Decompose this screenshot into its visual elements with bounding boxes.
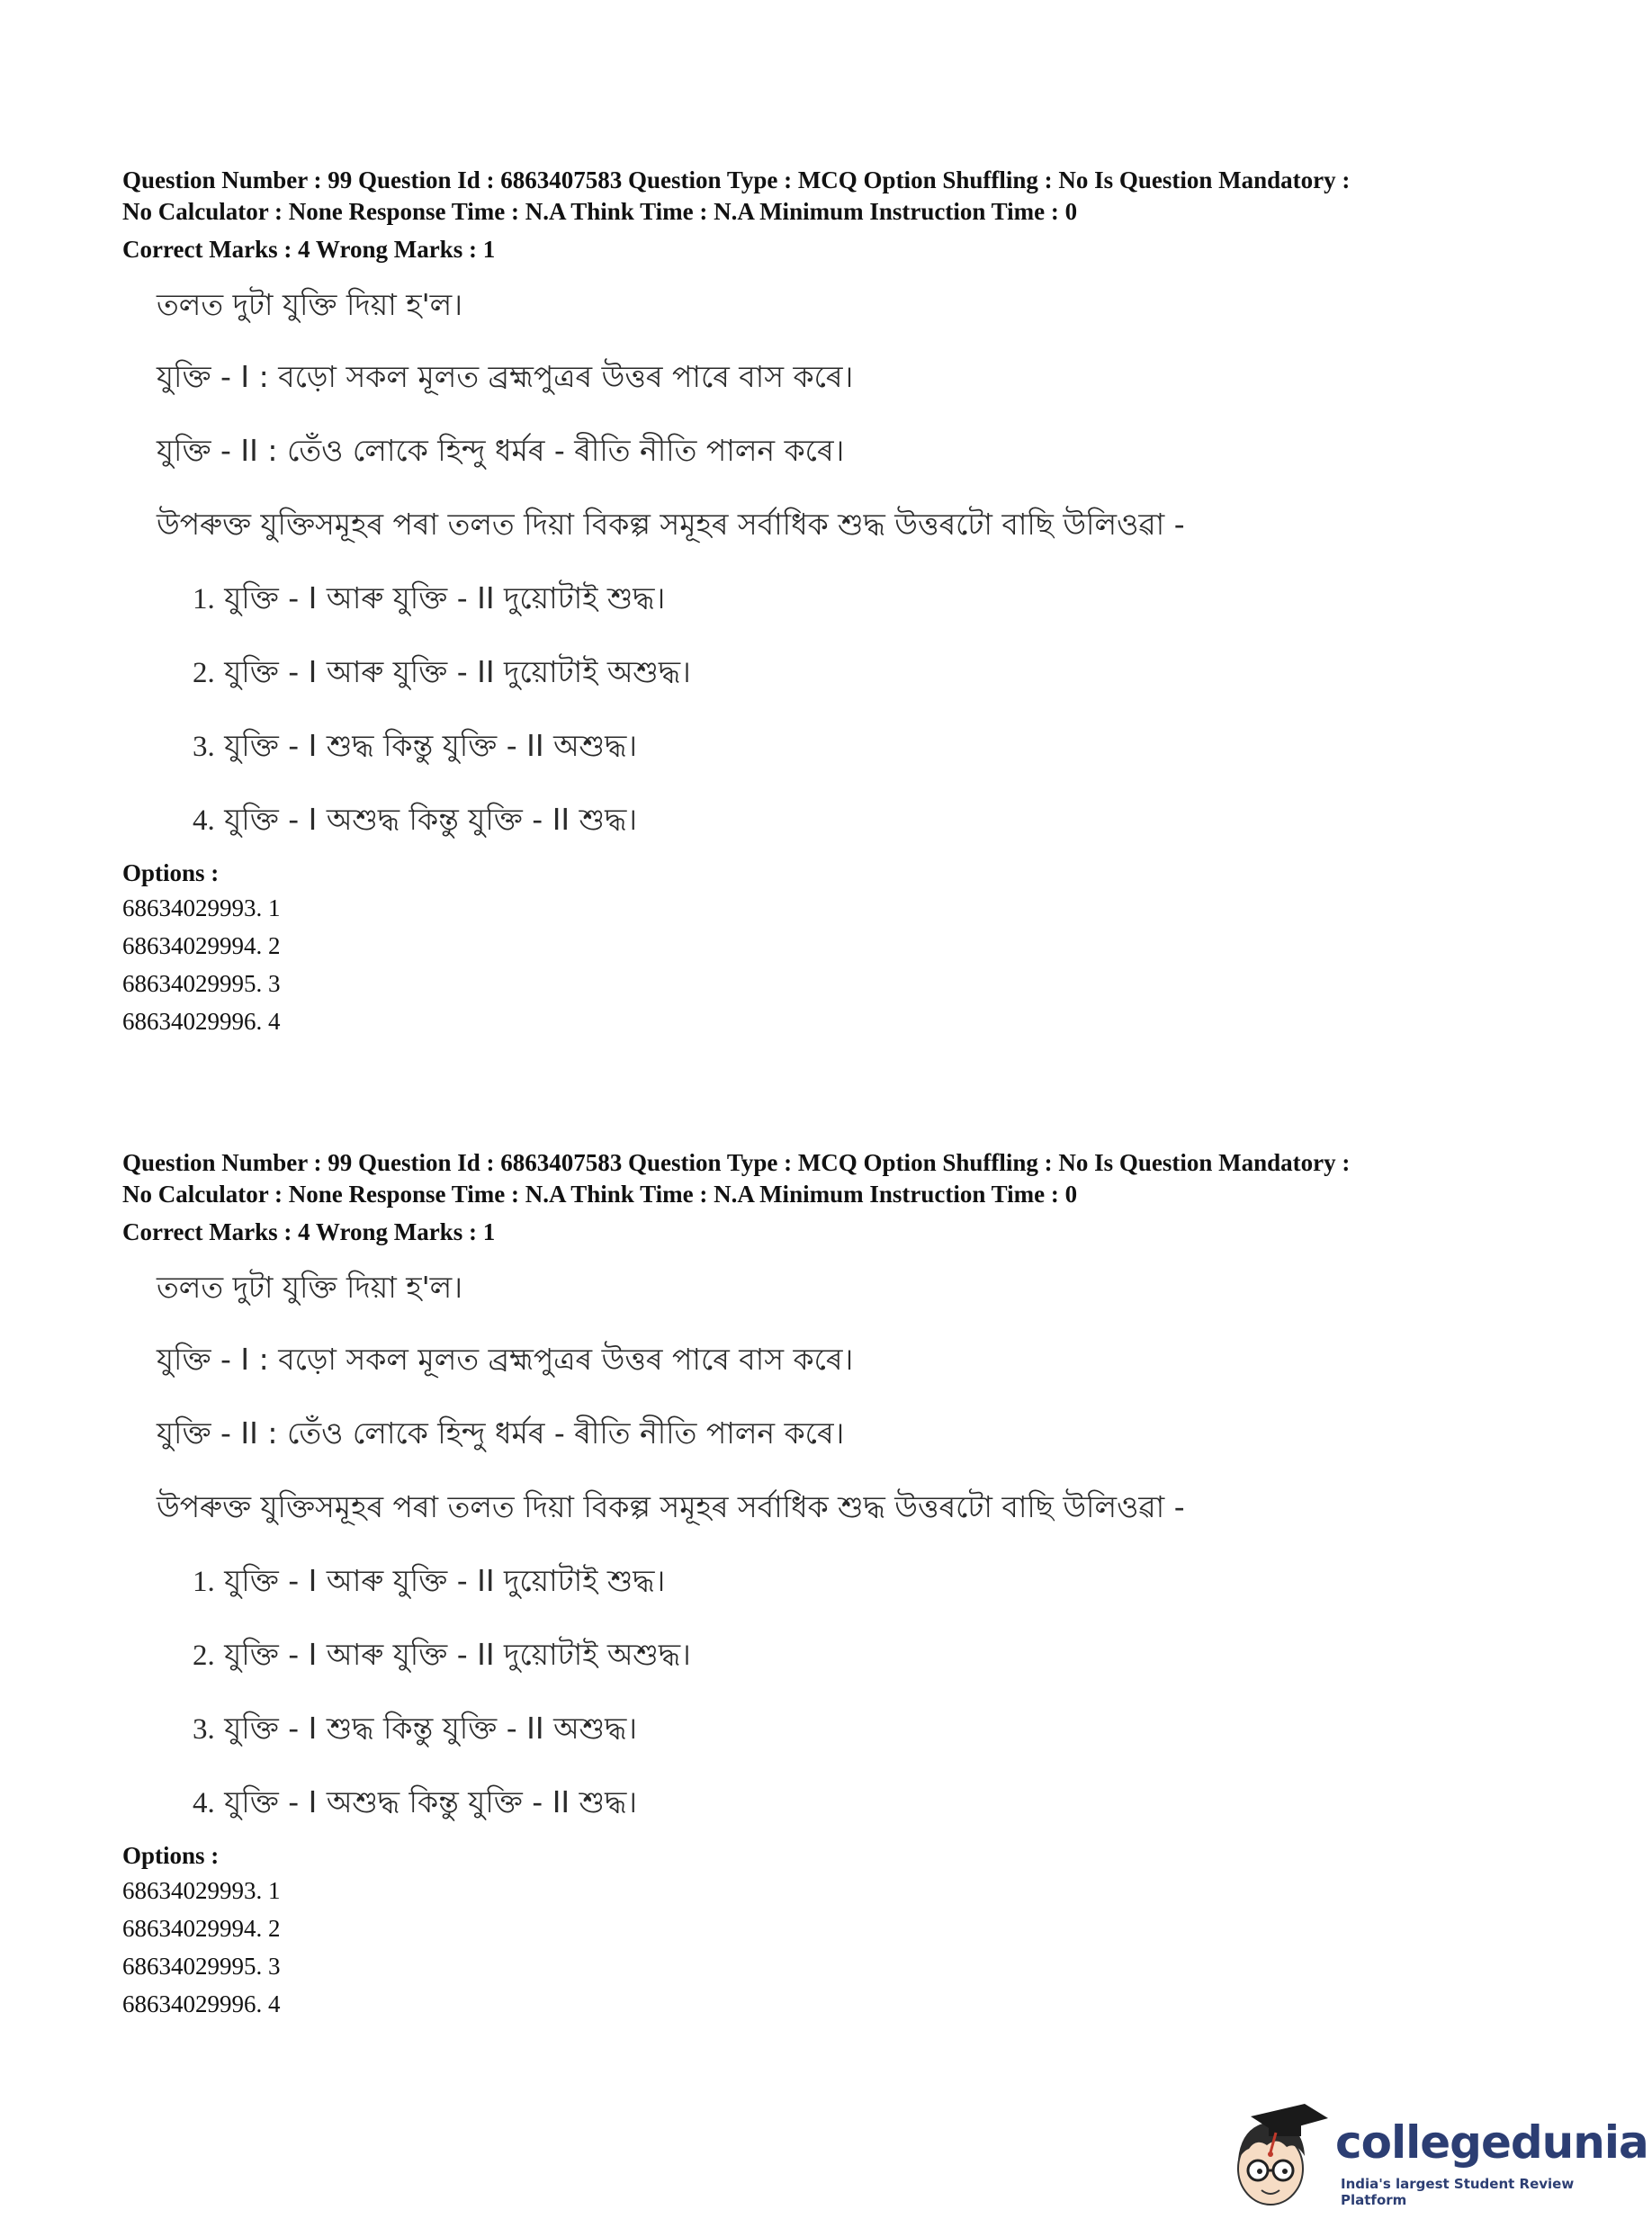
question-meta-line-2: No Calculator : None Response Time : N.A Think Time : N.A Minimum Instruction Time : 0 bbox=[122, 1181, 1078, 1208]
choice-2 bbox=[193, 1637, 1544, 1673]
marks-line: Correct Marks : 4 Wrong Marks : 1 bbox=[122, 1218, 496, 1245]
choice-1 bbox=[193, 580, 1544, 616]
choice-1 bbox=[193, 1563, 1544, 1599]
choice-number: 2. bbox=[193, 657, 215, 689]
statement-2: যুক্তি - II : তেঁও লোকে হিন্দু ধৰ্মৰ - ৰীতি নীতি পালন কৰে। bbox=[157, 433, 845, 468]
choice-number: 3. bbox=[193, 1713, 215, 1746]
question-intro: তলত দুটা যুক্তি দিয়া হ'ল। bbox=[157, 1270, 463, 1305]
option-row: 68634029996. 4 bbox=[122, 1990, 281, 2017]
statement-1: যুক্তি - I : বড়ো সকল মূলত ব্ৰহ্মপুত্ৰৰ উত্তৰ পাৰে বাস কৰে। bbox=[157, 1342, 854, 1377]
choice-text: যুক্তি - I শুদ্ধ কিন্তু যুক্তি - II অশুদ্ধ। bbox=[224, 1711, 638, 1746]
option-row: 68634029994. 2 bbox=[122, 932, 281, 959]
choice-text: যুক্তি - I আৰু যুক্তি - II দুয়োটাই অশুদ্ধ। bbox=[224, 654, 691, 689]
choice-number: 1. bbox=[193, 1566, 215, 1598]
option-row: 68634029995. 3 bbox=[122, 970, 281, 997]
choice-number: 2. bbox=[193, 1640, 215, 1672]
choice-3 bbox=[193, 1711, 1544, 1747]
question-meta-line-2: No Calculator : None Response Time : N.A Think Time : N.A Minimum Instruction Time : 0 bbox=[122, 198, 1078, 225]
statement-1: যুক্তি - I : বড়ো সকল মূলত ব্ৰহ্মপুত্ৰৰ উত্তৰ পাৰে বাস কৰে। bbox=[157, 359, 854, 394]
collegedunia-logo[interactable] bbox=[1224, 2097, 1648, 2214]
question-block-1 bbox=[122, 165, 1544, 1040]
options-title: Options : bbox=[122, 859, 220, 886]
option-row: 68634029993. 1 bbox=[122, 1877, 281, 1904]
choice-text: যুক্তি - I অশুদ্ধ কিন্তু যুক্তি - II শুদ্ধ। bbox=[224, 802, 638, 837]
choice-number: 4. bbox=[193, 1787, 215, 1819]
question-intro: তলত দুটা যুক্তি দিয়া হ'ল। bbox=[157, 287, 463, 322]
logo-tagline: India's largest Student Review Platform bbox=[1341, 2176, 1575, 2208]
choice-2 bbox=[193, 654, 1544, 690]
option-row: 68634029993. 1 bbox=[122, 894, 281, 921]
choice-3 bbox=[193, 728, 1544, 764]
choice-text: যুক্তি - I শুদ্ধ কিন্তু যুক্তি - II অশুদ্ধ। bbox=[224, 728, 638, 763]
statement-2: যুক্তি - II : তেঁও লোকে হিন্দু ধৰ্মৰ - ৰীতি নীতি পালন কৰে। bbox=[157, 1415, 845, 1451]
choice-4 bbox=[193, 802, 1544, 838]
marks-line: Correct Marks : 4 Wrong Marks : 1 bbox=[122, 236, 496, 263]
choice-number: 1. bbox=[193, 583, 215, 615]
question-content bbox=[122, 1270, 1544, 1820]
options-title: Options : bbox=[122, 1842, 220, 1869]
question-prompt: উপৰুক্ত যুক্তিসমূহৰ পৰা তলত দিয়া বিকল্প সমূহৰ সৰ্বাধিক শুদ্ধ উত্তৰটো বাছি উলিওৱা - bbox=[157, 1489, 1185, 1524]
question-meta-line-1: Question Number : 99 Question Id : 6863407583 Question Type : MCQ Option Shuffling : No Is Question Mandatory : bbox=[122, 166, 1351, 193]
option-row: 68634029994. 2 bbox=[122, 1915, 281, 1942]
question-prompt: উপৰুক্ত যুক্তিসমূহৰ পৰা তলত দিয়া বিকল্প সমূহৰ সৰ্বাধিক শুদ্ধ উত্তৰটো বাছি উলিওৱা - bbox=[157, 507, 1185, 542]
question-meta-line-1: Question Number : 99 Question Id : 6863407583 Question Type : MCQ Option Shuffling : No Is Question Mandatory : bbox=[122, 1149, 1351, 1176]
choice-number: 3. bbox=[193, 731, 215, 763]
logo-brand-text: collegedunia bbox=[1335, 2116, 1648, 2169]
mascot-icon bbox=[1224, 2097, 1332, 2214]
option-row: 68634029996. 4 bbox=[122, 1008, 281, 1035]
question-block-2 bbox=[122, 1147, 1544, 2023]
choice-number: 4. bbox=[193, 804, 215, 837]
choice-text: যুক্তি - I আৰু যুক্তি - II দুয়োটাই শুদ্ধ। bbox=[224, 1563, 666, 1598]
choice-text: যুক্তি - I অশুদ্ধ কিন্তু যুক্তি - II শুদ্ধ। bbox=[224, 1784, 638, 1819]
option-row: 68634029995. 3 bbox=[122, 1953, 281, 1980]
choice-text: যুক্তি - I আৰু যুক্তি - II দুয়োটাই অশুদ্ধ। bbox=[224, 1637, 691, 1672]
choice-text: যুক্তি - I আৰু যুক্তি - II দুয়োটাই শুদ্ধ। bbox=[224, 580, 666, 615]
question-content bbox=[122, 287, 1544, 838]
choice-4 bbox=[193, 1784, 1544, 1820]
